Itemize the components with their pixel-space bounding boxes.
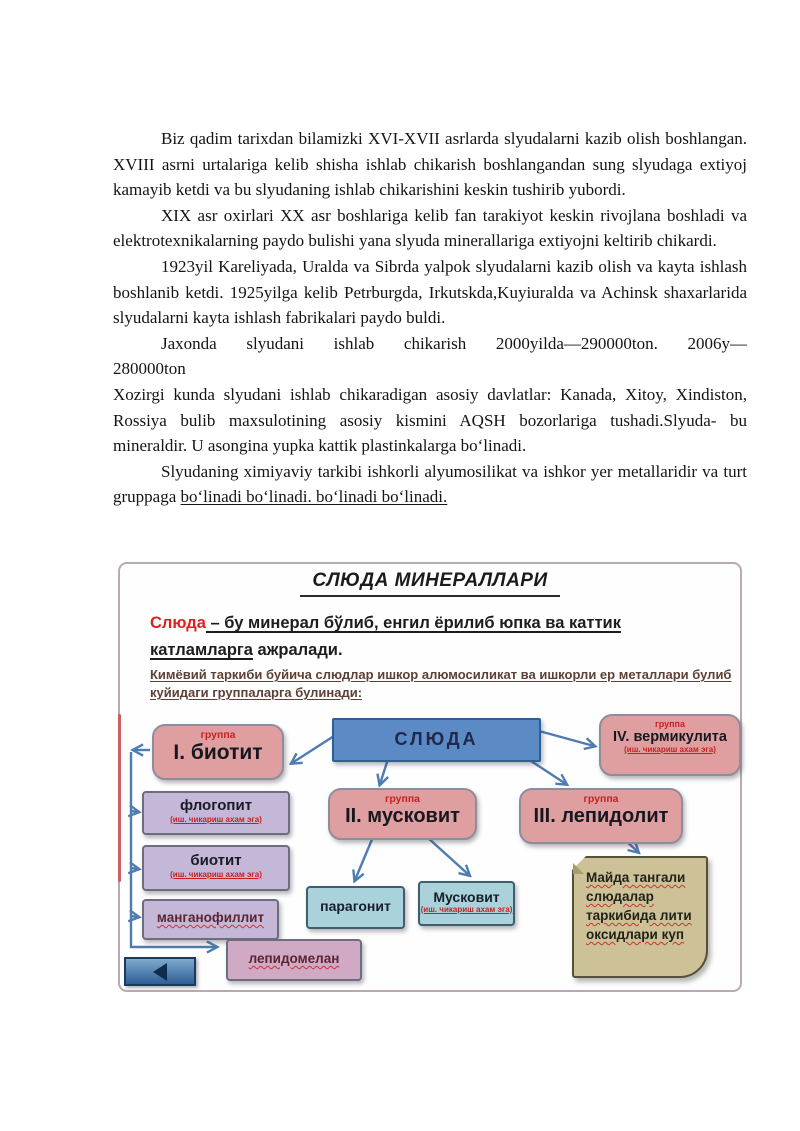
- node-group2-muscovite: [328, 788, 477, 840]
- biotite-industrial-note: (иш. чикариш ахам эга): [170, 870, 262, 879]
- paragraph-chemistry: [113, 459, 747, 510]
- node-phlogopite: [142, 791, 290, 835]
- slide-chemistry-sentence: Кимёвий таркиби буйича слюдлар ишкор алюмосиликат ва ишкорли ер металлари булиб куйидаги группаларга булинади:: [150, 667, 732, 700]
- group2-caption: группа: [384, 793, 420, 805]
- paragraph-countries: Xozirgi kunda slyudani ishlab chikaradigan asosiy davlatlar: Kanada, Xitoy, Xindiston, Rossiya bulib maxsulotining asosiy kismini AQSH bozorlariga tushadi.Slyuda- bu mineraldir. U asongina yupka kattik plastinkalarga bo‘linadi.: [113, 384, 747, 456]
- group4-label: IV. вермикулита: [613, 729, 727, 745]
- paragraph-1923: 1923yil Kareliyada, Uralda va Sibrda yalpok slyudalarni kazib olish va kayta ishlash boshlanib ketdi. 1925yilga kelib Petrburgda, Irkutskda,Kuyiuralda va Achinsk shaxarlarida slyudalarni kayta ishlash fabrikalari paydo buldi.: [113, 256, 747, 328]
- node-manganophyllite: [142, 899, 279, 940]
- phlogopite-industrial-note: (иш. чикариш ахам эга): [170, 815, 262, 824]
- node-slyuda-root: СЛЮДА: [332, 718, 541, 762]
- back-button[interactable]: [124, 957, 196, 986]
- node-lepidomelane: [226, 939, 362, 981]
- chemistry-underlined-words: bo‘linadi bo‘linadi. bo‘linadi bo‘linadi.: [180, 487, 448, 507]
- node-group4-vermiculite: [599, 714, 741, 776]
- lead-term: Слюда: [150, 614, 206, 632]
- note-line-2: слюдалар: [586, 889, 654, 904]
- manganophyllite-label: манганофиллит: [156, 910, 265, 925]
- node-biotite-mineral: [142, 845, 290, 891]
- slide-lead-sentence: [150, 610, 712, 664]
- body-text: [113, 126, 747, 510]
- muscovite-label: Мусковит: [433, 889, 500, 905]
- group3-caption: группа: [583, 793, 619, 805]
- group4-caption: группа: [654, 719, 685, 729]
- note-line-4: оксидлари куп: [586, 927, 685, 942]
- slide-title: [120, 570, 740, 597]
- note-line-1: Майда тангали: [586, 870, 686, 885]
- note-line-3: таркибида лити: [586, 908, 692, 923]
- back-arrow-icon: [153, 963, 167, 981]
- biotite-label: биотит: [190, 852, 242, 869]
- muscovite-industrial-note: (иш. чикариш ахам эга): [420, 905, 513, 914]
- node-group1-biotite: [152, 724, 284, 780]
- node-muscovite-mineral: [418, 881, 515, 926]
- group3-label: III. лепидолит: [533, 805, 669, 827]
- group1-caption: группа: [200, 729, 236, 741]
- paragraph-production: [113, 331, 747, 382]
- node-group3-lepidolite: [519, 788, 683, 844]
- paragraph-history-19-20: XIX asr oxirlari XX asr boshlariga kelib fan tarakiyot keskin rivojlana boshladi va elektrotexnikalarning paydo bulishi yana slyuda minerallariga extiyojni keltirib chikardi.: [113, 205, 747, 251]
- phlogopite-label: флогопит: [179, 797, 253, 814]
- production-line-2: 280000ton: [113, 359, 186, 379]
- mica-diagram-slide: [118, 562, 742, 992]
- node-paragonite: [306, 886, 405, 929]
- group2-label: II. мусковит: [345, 805, 460, 827]
- production-line-1: Jaxonda slyudani ishlab chikarish 2000yilda—290000ton. 2006y—: [161, 333, 747, 353]
- slide-left-red-edge: [118, 714, 121, 882]
- group4-industrial-note: (иш. чикариш ахам эга): [624, 745, 716, 754]
- note-lithium-oxides: [572, 856, 708, 978]
- lepidomelane-label: лепидомелан: [248, 951, 340, 966]
- lead-tail: ажралади.: [252, 641, 343, 659]
- lead-underlined: – бу минерал бўлиб, енгил ёрилиб юпка ва каттик катламларга: [150, 614, 621, 659]
- paragraph-history-16-18: Biz qadim tarixdan bilamizki XVI-XVII asrlarda slyudalarni kazib olish boshlangan. XVIII asrni urtalariga kelib shisha ishlab chikarish boshlangandan sung slyudaga extiyoj kamayib ketdi va bu slyudaning ishlab chikarishini keskin tushirib yubordi.: [113, 129, 747, 200]
- chemistry-text: Slyudaning ximiyaviy tarkibi ishkorli alyumosilikat va ishkor yer metallaridir va turt gruppaga: [113, 461, 747, 507]
- paragonite-label: парагонит: [320, 898, 391, 914]
- slide-title-text: СЛЮДА МИНЕРАЛЛАРИ: [300, 570, 559, 597]
- group1-label: I. биотит: [173, 741, 263, 764]
